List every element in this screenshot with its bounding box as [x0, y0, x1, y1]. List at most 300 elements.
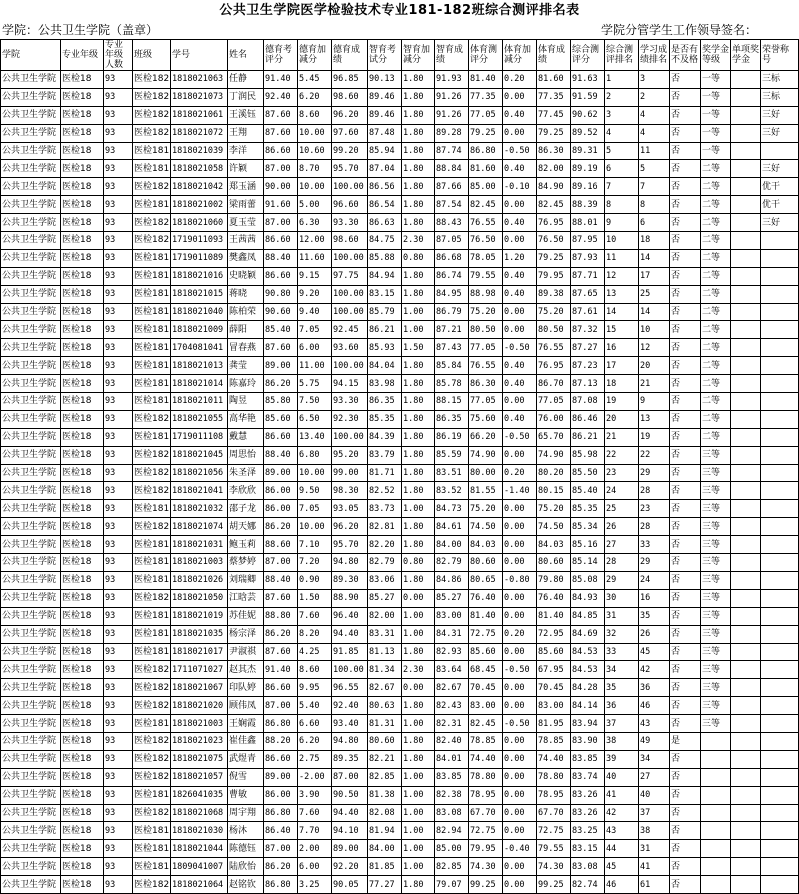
table-cell: 高华艳 — [228, 410, 264, 428]
table-cell: 医检18 — [61, 196, 104, 214]
table-cell: 0.40 — [503, 357, 537, 375]
table-cell: 100.00 — [332, 178, 368, 196]
table-cell: 87.27 — [571, 339, 605, 357]
table-cell: 4 — [605, 124, 639, 142]
table-cell: 93 — [104, 178, 133, 196]
table-cell: 否 — [670, 750, 701, 768]
table-cell — [731, 786, 761, 804]
table-cell: 1818021039 — [171, 142, 228, 160]
table-cell: 否 — [670, 536, 701, 554]
table-cell: 93.30 — [332, 393, 368, 411]
table-cell: 医检18 — [61, 661, 104, 679]
table-cell: 82.79 — [435, 554, 469, 572]
table-row — [1, 393, 799, 411]
table-cell: 否 — [670, 822, 701, 840]
table-cell: 86.60 — [264, 267, 298, 285]
table-row — [1, 106, 799, 124]
table-row — [1, 232, 799, 250]
table-cell: 12 — [639, 339, 670, 357]
table-cell: 二等 — [701, 232, 731, 250]
table-cell: 89.52 — [571, 124, 605, 142]
column-header: 学院 — [1, 40, 61, 71]
table-cell: 否 — [670, 643, 701, 661]
table-cell: 医检182 — [133, 518, 171, 536]
table-cell: 公共卫生学院 — [1, 750, 61, 768]
table-cell: 83.64 — [435, 661, 469, 679]
table-cell: 1.00 — [402, 321, 435, 339]
table-cell: 26 — [639, 625, 670, 643]
table-cell: 薛阳 — [228, 321, 264, 339]
table-cell: 78.80 — [469, 768, 503, 786]
table-cell: 82.45 — [469, 196, 503, 214]
table-cell — [761, 285, 799, 303]
table-cell: 83.73 — [368, 500, 402, 518]
table-cell: 86.35 — [368, 393, 402, 411]
table-cell: 27 — [639, 768, 670, 786]
table-cell — [731, 858, 761, 876]
table-cell: 93.60 — [332, 339, 368, 357]
table-cell: 79.07 — [435, 876, 469, 894]
table-cell — [761, 661, 799, 679]
table-cell: 陶昱 — [228, 393, 264, 411]
table-cell: 87.95 — [571, 232, 605, 250]
table-cell: 1818021044 — [171, 840, 228, 858]
table-cell: 医检182 — [133, 232, 171, 250]
table-cell: 82.45 — [537, 196, 571, 214]
table-cell: 1.80 — [402, 196, 435, 214]
table-cell: 100.00 — [332, 249, 368, 267]
table-cell: 医检18 — [61, 750, 104, 768]
table-cell: 1818021061 — [171, 106, 228, 124]
table-row — [1, 786, 799, 804]
table-cell: 0.00 — [503, 554, 537, 572]
table-cell: 87.00 — [264, 697, 298, 715]
table-cell: 医检18 — [61, 142, 104, 160]
table-cell: 医检18 — [61, 536, 104, 554]
table-cell: 81.60 — [537, 71, 571, 89]
table-cell: 14 — [605, 303, 639, 321]
table-cell: 91.63 — [571, 71, 605, 89]
table-cell: 0.40 — [503, 375, 537, 393]
table-cell — [761, 482, 799, 500]
table-cell: 7.10 — [298, 536, 332, 554]
table-cell: 公共卫生学院 — [1, 697, 61, 715]
table-cell: 22 — [605, 446, 639, 464]
table-cell: 三等 — [701, 643, 731, 661]
table-cell: 医检182 — [133, 804, 171, 822]
table-cell: 医检18 — [61, 822, 104, 840]
table-cell: 87.54 — [435, 196, 469, 214]
table-cell: 28 — [605, 554, 639, 572]
table-cell: 1818021030 — [171, 822, 228, 840]
table-cell: 公共卫生学院 — [1, 339, 61, 357]
table-row — [1, 607, 799, 625]
table-cell: 三好 — [761, 160, 799, 178]
table-cell: 否 — [670, 303, 701, 321]
table-cell: 0.00 — [503, 643, 537, 661]
table-cell: 二等 — [701, 393, 731, 411]
table-cell: 87.66 — [435, 178, 469, 196]
table-cell: 否 — [670, 625, 701, 643]
table-cell: 5.75 — [298, 375, 332, 393]
table-cell — [731, 697, 761, 715]
table-cell: 94.40 — [332, 625, 368, 643]
table-cell: 87.00 — [264, 554, 298, 572]
table-cell: 医检18 — [61, 232, 104, 250]
table-cell — [761, 625, 799, 643]
table-cell — [731, 661, 761, 679]
table-cell: 74.50 — [469, 518, 503, 536]
table-cell: 医检181 — [133, 715, 171, 733]
table-cell: 1719011093 — [171, 232, 228, 250]
table-row — [1, 732, 799, 750]
table-cell: -0.50 — [503, 661, 537, 679]
table-cell: 医检18 — [61, 482, 104, 500]
table-cell: 二等 — [701, 214, 731, 232]
table-cell: 94.40 — [332, 804, 368, 822]
table-cell — [761, 393, 799, 411]
table-cell: 2.00 — [298, 840, 332, 858]
table-cell: 杨沐 — [228, 822, 264, 840]
table-row — [1, 214, 799, 232]
table-cell: 医检18 — [61, 267, 104, 285]
table-cell: 83.25 — [571, 822, 605, 840]
table-cell: 86.30 — [469, 375, 503, 393]
table-cell: 否 — [670, 285, 701, 303]
table-cell: 1818021002 — [171, 196, 228, 214]
table-cell: -0.50 — [503, 339, 537, 357]
table-cell: 93 — [104, 715, 133, 733]
table-cell: 11 — [639, 142, 670, 160]
table-cell: 93 — [104, 804, 133, 822]
table-cell: 23 — [639, 500, 670, 518]
table-cell: 87.21 — [435, 321, 469, 339]
table-cell: 2.30 — [402, 232, 435, 250]
table-cell — [731, 571, 761, 589]
table-cell: 99.20 — [332, 142, 368, 160]
table-cell: 医检18 — [61, 375, 104, 393]
table-cell: 85.60 — [264, 410, 298, 428]
table-row — [1, 71, 799, 89]
table-cell: 81.13 — [368, 643, 402, 661]
table-row — [1, 339, 799, 357]
table-cell: 否 — [670, 482, 701, 500]
table-cell: 否 — [670, 232, 701, 250]
table-cell: 周思怡 — [228, 446, 264, 464]
table-cell: 19 — [639, 428, 670, 446]
table-cell: 31 — [605, 607, 639, 625]
table-cell: 8.60 — [298, 661, 332, 679]
table-cell: 10.60 — [298, 142, 332, 160]
table-cell: 三等 — [701, 446, 731, 464]
column-header: 综合测评分 — [571, 40, 605, 71]
table-cell: 1.80 — [402, 482, 435, 500]
table-cell: 三好 — [761, 214, 799, 232]
table-cell: 21 — [605, 428, 639, 446]
table-cell: 1.80 — [402, 410, 435, 428]
college-stamp-label: 学院：公共卫生学院（盖章） — [2, 23, 159, 37]
table-cell: 9.20 — [298, 285, 332, 303]
table-cell: 王溪钰 — [228, 106, 264, 124]
table-row — [1, 249, 799, 267]
table-cell: 83.00 — [435, 607, 469, 625]
table-cell: 86.68 — [435, 249, 469, 267]
table-cell: 0.20 — [503, 625, 537, 643]
table-cell — [701, 804, 731, 822]
table-cell: 67.95 — [537, 661, 571, 679]
table-cell: 72.75 — [469, 822, 503, 840]
table-cell: 二等 — [701, 375, 731, 393]
table-cell: 否 — [670, 428, 701, 446]
table-cell: 36 — [639, 679, 670, 697]
table-cell — [731, 750, 761, 768]
table-cell: 王翔 — [228, 124, 264, 142]
table-cell: 蒋晓 — [228, 285, 264, 303]
table-cell: 79.55 — [537, 840, 571, 858]
table-cell: 85.35 — [571, 500, 605, 518]
table-cell — [761, 804, 799, 822]
ranking-table — [0, 39, 799, 894]
table-cell: 0.00 — [503, 589, 537, 607]
table-cell: 医检18 — [61, 643, 104, 661]
table-cell: 86.74 — [435, 267, 469, 285]
table-cell: 1.80 — [402, 428, 435, 446]
table-cell: 93 — [104, 732, 133, 750]
table-cell: 5.40 — [298, 697, 332, 715]
table-cell: 86.00 — [264, 500, 298, 518]
table-cell: 1.80 — [402, 71, 435, 89]
table-cell: 84.69 — [571, 625, 605, 643]
table-row — [1, 858, 799, 876]
table-cell: 38 — [639, 822, 670, 840]
table-cell: 83.00 — [469, 697, 503, 715]
table-cell: 医检18 — [61, 71, 104, 89]
table-cell: 医检181 — [133, 249, 171, 267]
table-cell: 三等 — [701, 715, 731, 733]
table-cell: 公共卫生学院 — [1, 554, 61, 572]
table-cell: 70.45 — [469, 679, 503, 697]
table-cell: 医检182 — [133, 589, 171, 607]
table-cell: 93 — [104, 303, 133, 321]
table-cell: 87.08 — [571, 393, 605, 411]
table-cell: 85.98 — [571, 446, 605, 464]
table-cell: 85.00 — [435, 840, 469, 858]
table-cell: 76.55 — [469, 214, 503, 232]
table-cell: 93 — [104, 822, 133, 840]
table-cell: 87.32 — [571, 321, 605, 339]
table-cell: 98.60 — [332, 88, 368, 106]
table-cell — [731, 607, 761, 625]
table-cell: 二等 — [701, 428, 731, 446]
table-cell: 80.50 — [537, 321, 571, 339]
table-cell: 81.38 — [368, 786, 402, 804]
table-cell — [731, 232, 761, 250]
table-cell: 医检18 — [61, 697, 104, 715]
table-cell: 医检181 — [133, 500, 171, 518]
table-cell: 87.61 — [571, 303, 605, 321]
column-header: 荣誉称号 — [761, 40, 799, 71]
table-cell: 82.00 — [368, 607, 402, 625]
table-cell: 70.45 — [537, 679, 571, 697]
table-cell: 88.40 — [264, 249, 298, 267]
table-cell: 93 — [104, 249, 133, 267]
table-cell — [761, 321, 799, 339]
table-cell: 11.00 — [298, 357, 332, 375]
table-cell: 74.50 — [537, 518, 571, 536]
table-cell: 84.86 — [435, 571, 469, 589]
table-cell — [731, 446, 761, 464]
table-cell: 医检18 — [61, 518, 104, 536]
table-cell: 77.05 — [469, 393, 503, 411]
table-cell: 67.70 — [537, 804, 571, 822]
table-cell: 89.46 — [368, 106, 402, 124]
table-cell: 医检182 — [133, 750, 171, 768]
table-cell — [761, 715, 799, 733]
table-cell: 93 — [104, 124, 133, 142]
table-row — [1, 500, 799, 518]
table-body — [1, 71, 799, 894]
table-cell: 1818021041 — [171, 482, 228, 500]
table-cell: 86.40 — [264, 822, 298, 840]
table-cell: 10 — [639, 321, 670, 339]
table-cell: 1818021072 — [171, 124, 228, 142]
table-cell: 0.00 — [503, 124, 537, 142]
table-cell: 医检18 — [61, 768, 104, 786]
table-cell: 1818021042 — [171, 178, 228, 196]
table-cell: 78.95 — [537, 786, 571, 804]
table-cell: 否 — [670, 321, 701, 339]
table-cell: 0.00 — [503, 786, 537, 804]
table-cell: 否 — [670, 876, 701, 894]
table-cell: 85.80 — [264, 393, 298, 411]
column-header: 智育加减分 — [402, 40, 435, 71]
table-cell: 公共卫生学院 — [1, 142, 61, 160]
table-cell: 1.80 — [402, 446, 435, 464]
table-cell: 公共卫生学院 — [1, 428, 61, 446]
table-cell: 83.31 — [368, 625, 402, 643]
table-cell: 医检18 — [61, 249, 104, 267]
table-cell: 84.94 — [368, 267, 402, 285]
table-cell — [701, 858, 731, 876]
table-cell: 1.00 — [402, 715, 435, 733]
table-cell: 88.90 — [332, 589, 368, 607]
table-cell: 1818021035 — [171, 625, 228, 643]
table-cell — [761, 357, 799, 375]
table-row — [1, 410, 799, 428]
table-cell: 医检181 — [133, 643, 171, 661]
table-cell: 8 — [639, 196, 670, 214]
table-cell: 公共卫生学院 — [1, 876, 61, 894]
table-cell: 86.80 — [264, 804, 298, 822]
table-cell: 89.00 — [264, 464, 298, 482]
table-cell: 医检18 — [61, 625, 104, 643]
table-cell: 96.60 — [332, 196, 368, 214]
table-cell: 93 — [104, 661, 133, 679]
table-cell: 医检182 — [133, 214, 171, 232]
table-cell: 3 — [605, 106, 639, 124]
table-cell: 86.21 — [571, 428, 605, 446]
table-cell: 93 — [104, 214, 133, 232]
table-cell: 93 — [104, 786, 133, 804]
table-cell: 78.85 — [537, 732, 571, 750]
table-cell: 1711071027 — [171, 661, 228, 679]
table-cell: 89.00 — [264, 357, 298, 375]
table-cell: 83.74 — [571, 768, 605, 786]
table-cell: 三等 — [701, 464, 731, 482]
table-cell: 三等 — [701, 697, 731, 715]
table-cell: 10.00 — [298, 178, 332, 196]
table-row — [1, 142, 799, 160]
table-cell: 医检181 — [133, 393, 171, 411]
table-cell: 90.80 — [264, 285, 298, 303]
table-cell: 医检18 — [61, 393, 104, 411]
table-cell: 医检18 — [61, 88, 104, 106]
table-cell: 83.08 — [571, 858, 605, 876]
table-cell: 否 — [670, 661, 701, 679]
table-cell: 1818021031 — [171, 536, 228, 554]
column-header: 学习成绩排名 — [639, 40, 670, 71]
table-cell: 公共卫生学院 — [1, 768, 61, 786]
table-cell — [761, 750, 799, 768]
table-cell: 83.00 — [537, 697, 571, 715]
table-row — [1, 482, 799, 500]
table-cell: 84.90 — [537, 178, 571, 196]
table-cell: 医检18 — [61, 106, 104, 124]
table-cell: 86.80 — [264, 715, 298, 733]
table-cell: 83.15 — [368, 285, 402, 303]
table-cell — [731, 393, 761, 411]
table-cell: 0.00 — [503, 196, 537, 214]
table-cell: 9.15 — [298, 267, 332, 285]
table-cell: 42 — [605, 804, 639, 822]
table-cell: 许颖 — [228, 160, 264, 178]
table-cell: 0.00 — [503, 768, 537, 786]
table-cell: 86.63 — [368, 214, 402, 232]
table-cell: 14 — [639, 303, 670, 321]
table-row — [1, 428, 799, 446]
table-cell: 74.40 — [537, 750, 571, 768]
table-cell: 85.40 — [264, 321, 298, 339]
table-cell: 17 — [605, 357, 639, 375]
table-cell: 85.14 — [571, 554, 605, 572]
table-cell: 89.19 — [571, 160, 605, 178]
table-cell: 82.79 — [368, 554, 402, 572]
table-cell: 12 — [605, 267, 639, 285]
table-cell: 龚莹 — [228, 357, 264, 375]
table-cell: 公共卫生学院 — [1, 106, 61, 124]
table-cell: 25 — [605, 500, 639, 518]
table-cell: 医检18 — [61, 339, 104, 357]
table-cell: 医检181 — [133, 142, 171, 160]
table-cell: 医检181 — [133, 339, 171, 357]
table-cell: 80.60 — [537, 554, 571, 572]
table-cell: 0.00 — [503, 518, 537, 536]
table-cell: 85.08 — [571, 571, 605, 589]
table-cell: 82.40 — [435, 732, 469, 750]
table-cell: 0.40 — [503, 214, 537, 232]
table-cell — [731, 303, 761, 321]
table-cell: 24 — [605, 482, 639, 500]
table-cell: 否 — [670, 88, 701, 106]
table-cell: 尹淑祺 — [228, 643, 264, 661]
table-cell: 93 — [104, 840, 133, 858]
table-cell: 印队婷 — [228, 679, 264, 697]
table-cell: 94.80 — [332, 554, 368, 572]
table-cell: 83.79 — [368, 446, 402, 464]
table-cell: 医检181 — [133, 554, 171, 572]
table-header-row — [1, 40, 799, 71]
table-row — [1, 321, 799, 339]
